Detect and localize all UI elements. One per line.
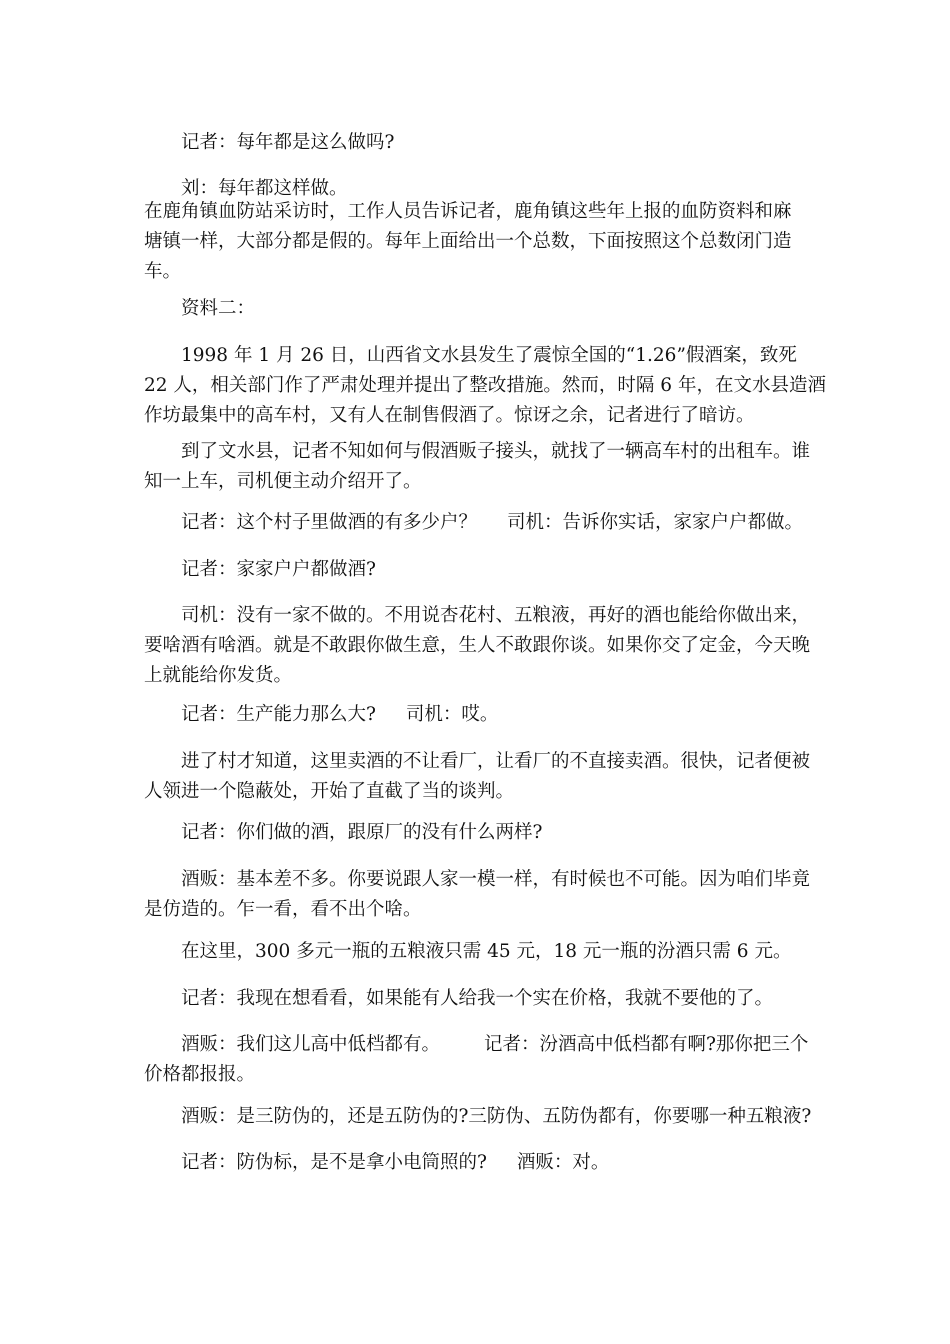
dialogue-seller: 酒贩：我们这儿高中低档都有。 (181, 1034, 441, 1055)
paragraph-line: 上就能给你发货。 (144, 665, 293, 686)
dialogue-line (144, 700, 812, 730)
paragraph-5 (144, 341, 826, 431)
dialogue-driver: 司机：告诉你实话，家家户户都做。 (507, 512, 804, 533)
paragraph-line: 资料二： (181, 298, 256, 319)
dialogue-reporter: 记者：生产能力那么大? (181, 704, 376, 725)
paragraph-6 (144, 437, 812, 497)
dialogue-reporter: 记者：防伪标，是不是拿小电筒照的? (181, 1152, 487, 1173)
paragraph-10 (144, 700, 812, 730)
paragraph-line: 在这里，300 多元一瓶的五粮液只需 45 元，18 元一瓶的汾酒只需 6 元。 (181, 941, 792, 962)
paragraph-line: 车。 (144, 261, 182, 282)
paragraph-7 (144, 508, 812, 538)
dialogue-seller: 酒贩：对。 (516, 1152, 610, 1173)
paragraph-11 (144, 747, 812, 807)
paragraph-line: 人领进一个隐蔽处，开始了直截了当的谈判。 (144, 781, 515, 802)
paragraph-line: 是仿造的。乍一看，看不出个啥。 (144, 899, 422, 920)
dialogue-line (144, 508, 812, 538)
dialogue-reporter: 记者：这个村子里做酒的有多少户？ (181, 512, 478, 533)
paragraph-16 (144, 1030, 812, 1090)
paragraph-8 (144, 555, 812, 585)
paragraph-line: 酒贩：是三防伪的，还是五防伪的?三防伪、五防伪都有，你要哪一种五粮液? (181, 1106, 812, 1127)
paragraph-12 (144, 818, 812, 848)
paragraph-1 (144, 128, 812, 158)
paragraph-line: 要啥酒有啥酒。就是不敢跟你做生意，生人不敢跟你谈。如果你交了定金，今天晚 (144, 635, 811, 656)
paragraph-line: 进了村才知道，这里卖酒的不让看厂，让看厂的不直接卖酒。很快，记者便被 (181, 751, 811, 772)
paragraph-line: 1998 年 1 月 26 日，山西省文水县发生了震惊全国的“1.26”假酒案，致死 (181, 345, 797, 366)
paragraph-13 (144, 865, 812, 925)
paragraph-line: 在鹿角镇血防站采访时，工作人员告诉记者，鹿角镇这些年上报的血防资料和麻 (144, 201, 792, 222)
paragraph-line: 22 人，相关部门作了严肃处理并提出了整改措施。然而，时隔 6 年，在文水县造酒 (144, 375, 826, 396)
paragraph-line: 作坊最集中的高车村，又有人在制售假酒了。惊讶之余，记者进行了暗访。 (144, 405, 755, 426)
dialogue-driver: 司机：哎。 (405, 704, 499, 725)
paragraph-18 (144, 1148, 812, 1178)
paragraph-14 (144, 937, 812, 967)
paragraph-3 (144, 197, 812, 287)
paragraph-9 (144, 601, 812, 691)
paragraph-15 (144, 984, 812, 1014)
paragraph-4 (144, 294, 812, 324)
paragraph-line: 记者：家家户户都做酒? (181, 559, 376, 580)
dialogue-reporter: 记者：汾酒高中低档都有啊?那你把三个 (484, 1034, 809, 1055)
paragraph-line: 知一上车，司机便主动介绍开了。 (144, 471, 422, 492)
paragraph-line: 刘：每年都这样做。 (181, 178, 348, 199)
paragraph-line: 酒贩：基本差不多。你要说跟人家一模一样，有时候也不可能。因为咱们毕竟 (181, 869, 811, 890)
paragraph-line: 司机：没有一家不做的。不用说杏花村、五粮液，再好的酒也能给你做出来， (181, 605, 811, 626)
paragraph-line: 价格都报报。 (144, 1064, 256, 1085)
paragraph-line: 记者：我现在想看看，如果能有人给我一个实在价格，我就不要他的了。 (181, 988, 774, 1009)
paragraph-line: 到了文水县，记者不知如何与假酒贩子接头，就找了一辆高车村的出租车。谁 (181, 441, 811, 462)
dialogue-line (144, 1030, 812, 1060)
paragraph-line: 塘镇一样，大部分都是假的。每年上面给出一个总数，下面按照这个总数闭门造 (144, 231, 792, 252)
dialogue-line (144, 1148, 812, 1178)
paragraph-17 (144, 1102, 812, 1132)
paragraph-line: 记者：每年都是这么做吗? (181, 132, 395, 153)
paragraph-line: 记者：你们做的酒，跟原厂的没有什么两样? (181, 822, 543, 843)
